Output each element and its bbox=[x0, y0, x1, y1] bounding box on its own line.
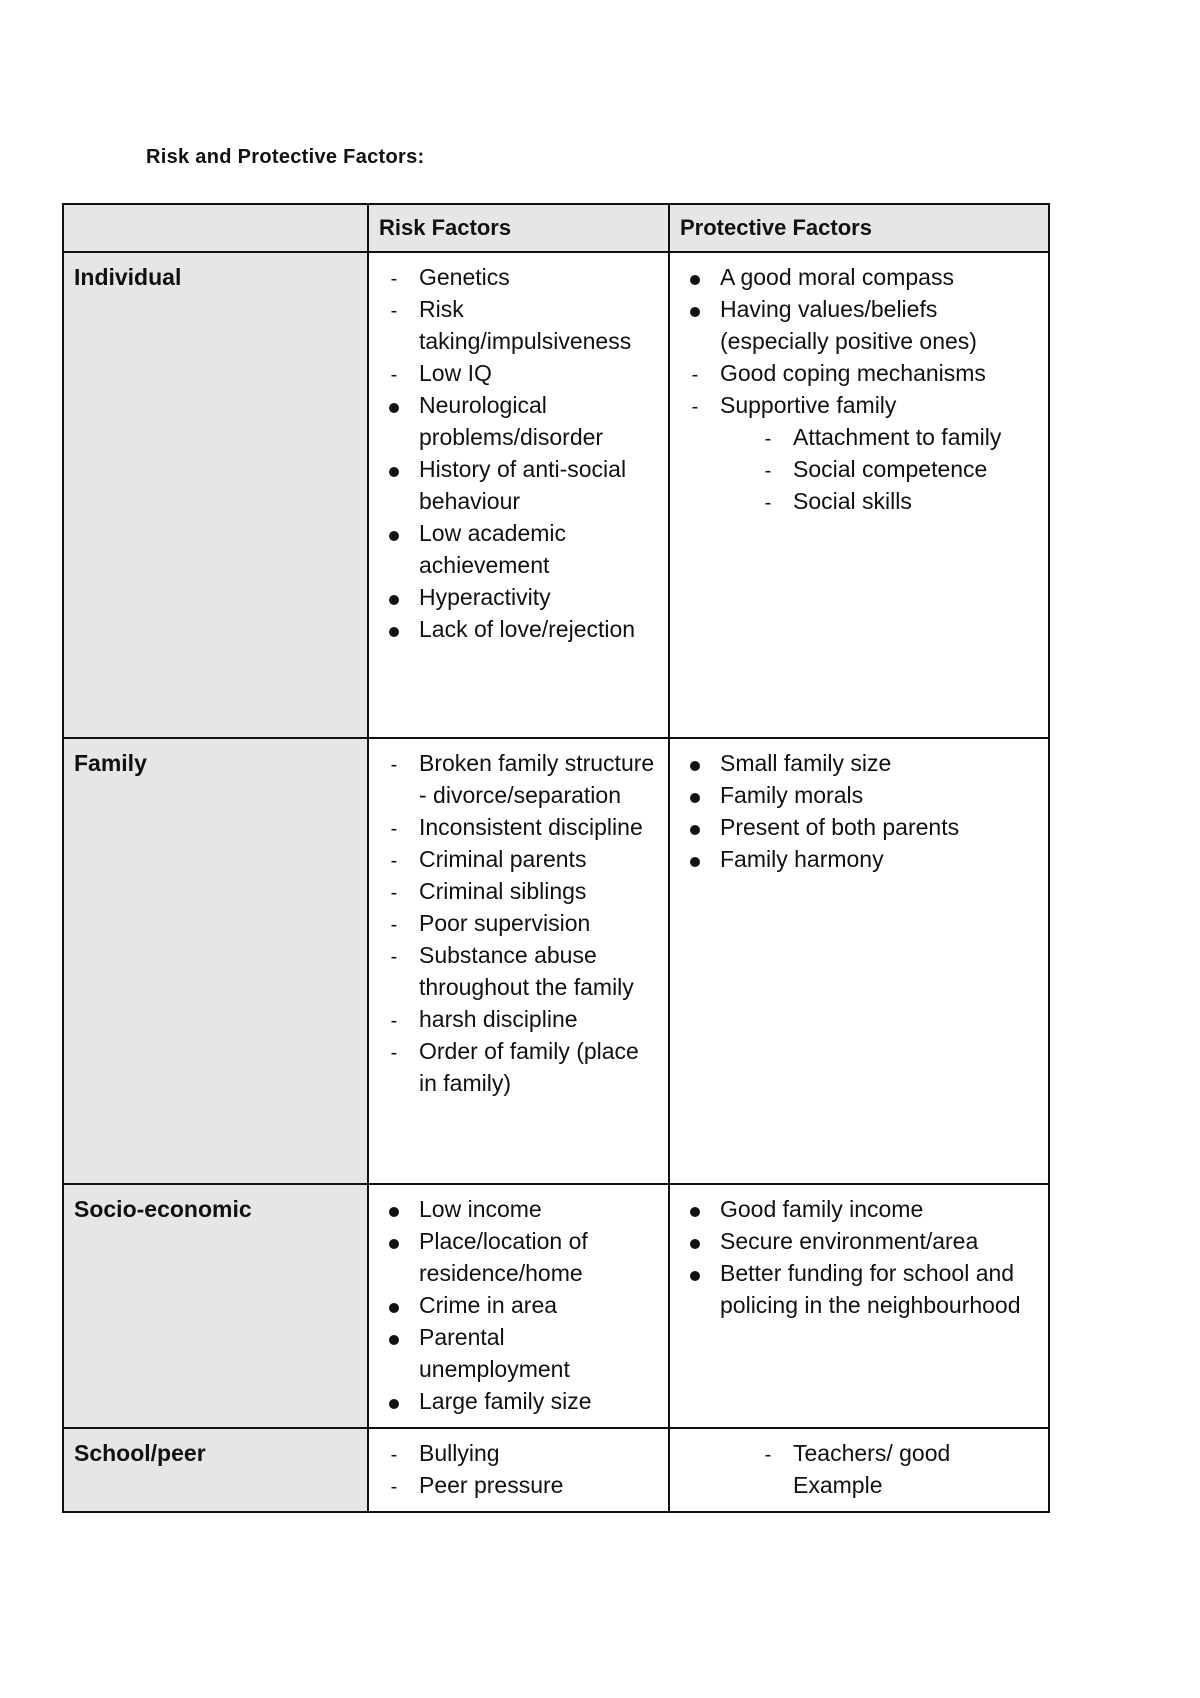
list-item bbox=[753, 485, 1038, 517]
list-item bbox=[680, 1225, 1038, 1257]
bullet-dash-icon bbox=[379, 907, 409, 941]
bullet-dash-icon bbox=[379, 1003, 409, 1037]
bullet-dash-icon bbox=[379, 747, 409, 781]
list-item-text: Genetics bbox=[419, 264, 510, 290]
row-label-socio-economic: Socio-economic bbox=[63, 1184, 368, 1428]
list-item bbox=[379, 1193, 658, 1225]
risk-protective-factors-table bbox=[62, 203, 1050, 1513]
list-item-text: Poor supervision bbox=[419, 910, 591, 936]
list-item-text: Social competence bbox=[793, 456, 988, 482]
list-item-text: Inconsistent discipline bbox=[419, 814, 643, 840]
list-item bbox=[680, 1193, 1038, 1225]
list-item bbox=[379, 1385, 658, 1417]
list-item bbox=[680, 779, 1038, 811]
header-protective-factors: Protective Factors bbox=[669, 204, 1049, 252]
bullet-dash-icon bbox=[753, 453, 783, 487]
list-item bbox=[379, 453, 658, 517]
bullet-dash-icon bbox=[753, 485, 783, 519]
list-item bbox=[379, 747, 658, 811]
bullet-dot-icon bbox=[680, 261, 710, 293]
list-item-text: Neurological problems/disorder bbox=[419, 392, 604, 450]
list-item-text: Order of family (place in family) bbox=[419, 1038, 639, 1096]
list-item-text: History of anti-social behaviour bbox=[419, 456, 627, 514]
row-label-family: Family bbox=[63, 738, 368, 1184]
list-item-text: Supportive family bbox=[720, 392, 897, 418]
bullet-dot-icon bbox=[379, 453, 409, 485]
bullet-dash-icon bbox=[379, 811, 409, 845]
protective-cell-individual bbox=[669, 252, 1049, 738]
list-item-text: Good family income bbox=[720, 1196, 924, 1222]
bullet-dot-icon bbox=[680, 843, 710, 875]
bullet-dot-icon bbox=[379, 613, 409, 645]
list-item bbox=[379, 1225, 658, 1289]
list-item-text: Crime in area bbox=[419, 1292, 558, 1318]
protective-list bbox=[680, 1437, 1038, 1501]
list-item bbox=[753, 421, 1038, 453]
bullet-dot-icon bbox=[379, 1193, 409, 1225]
table-header bbox=[63, 204, 1049, 252]
bullet-dot-icon bbox=[680, 1193, 710, 1225]
list-item bbox=[680, 811, 1038, 843]
bullet-dash-icon bbox=[680, 357, 710, 391]
list-item-text: Peer pressure bbox=[419, 1472, 564, 1498]
protective-list bbox=[680, 261, 1038, 517]
bullet-dash-icon bbox=[379, 261, 409, 295]
bullet-dot-icon bbox=[379, 1289, 409, 1321]
protective-cell-school-peer bbox=[669, 1428, 1049, 1512]
bullet-dot-icon bbox=[379, 517, 409, 549]
bullet-dot-icon bbox=[680, 747, 710, 779]
list-item bbox=[379, 517, 658, 581]
list-item bbox=[379, 811, 658, 843]
list-item bbox=[379, 1437, 658, 1469]
list-item bbox=[680, 261, 1038, 293]
list-item-text: Large family size bbox=[419, 1388, 592, 1414]
bullet-dot-icon bbox=[379, 581, 409, 613]
list-item-text: Attachment to family bbox=[793, 424, 1002, 450]
bullet-dash-icon bbox=[379, 293, 409, 327]
bullet-dot-icon bbox=[680, 779, 710, 811]
list-item bbox=[379, 1321, 658, 1385]
list-item-text: Criminal siblings bbox=[419, 878, 587, 904]
risk-cell-school-peer bbox=[368, 1428, 669, 1512]
list-item-text: Place/location of residence/home bbox=[419, 1228, 588, 1286]
list-item bbox=[680, 1257, 1038, 1321]
list-item-text: Family morals bbox=[720, 782, 864, 808]
list-item bbox=[379, 875, 658, 907]
list-item-text: Having values/beliefs (especially positive ones) bbox=[720, 296, 977, 354]
risk-cell-individual bbox=[368, 252, 669, 738]
protective-cell-family bbox=[669, 738, 1049, 1184]
risk-list bbox=[379, 1437, 658, 1501]
risk-cell-socio-economic bbox=[368, 1184, 669, 1428]
bullet-dot-icon bbox=[680, 811, 710, 843]
list-item bbox=[379, 389, 658, 453]
row-label-school-peer: School/peer bbox=[63, 1428, 368, 1512]
bullet-dash-icon bbox=[379, 357, 409, 391]
list-item bbox=[753, 1437, 1038, 1501]
header-category bbox=[63, 204, 368, 252]
risk-cell-family bbox=[368, 738, 669, 1184]
list-item bbox=[379, 1035, 658, 1099]
risk-list bbox=[379, 1193, 658, 1417]
list-item-text: Small family size bbox=[720, 750, 892, 776]
list-item-text: Present of both parents bbox=[720, 814, 960, 840]
list-item-text: Bullying bbox=[419, 1440, 500, 1466]
list-item-text: Criminal parents bbox=[419, 846, 587, 872]
bullet-dot-icon bbox=[379, 389, 409, 421]
bullet-dot-icon bbox=[680, 1257, 710, 1289]
list-item bbox=[379, 261, 658, 293]
list-item-text: Better funding for school and policing in the neighbourhood bbox=[720, 1260, 1021, 1318]
list-item-text: Low income bbox=[419, 1196, 542, 1222]
bullet-dot-icon bbox=[379, 1321, 409, 1353]
list-item bbox=[379, 1469, 658, 1501]
list-item bbox=[753, 453, 1038, 485]
bullet-dot-icon bbox=[680, 293, 710, 325]
protective-cell-socio-economic bbox=[669, 1184, 1049, 1428]
list-item bbox=[379, 1003, 658, 1035]
list-item bbox=[680, 293, 1038, 357]
table-row bbox=[63, 252, 1049, 738]
list-item-text: Secure environment/area bbox=[720, 1228, 979, 1254]
bullet-dash-icon bbox=[379, 1469, 409, 1503]
bullet-dash-icon bbox=[379, 843, 409, 877]
list-item-text: Parental unemployment bbox=[419, 1324, 570, 1382]
list-item-text: harsh discipline bbox=[419, 1006, 578, 1032]
list-item-text: Low IQ bbox=[419, 360, 492, 386]
list-item bbox=[379, 357, 658, 389]
table-row bbox=[63, 1428, 1049, 1512]
bullet-dash-icon bbox=[379, 875, 409, 909]
protective-list bbox=[680, 1193, 1038, 1321]
risk-list bbox=[379, 261, 658, 645]
header-risk-factors: Risk Factors bbox=[368, 204, 669, 252]
bullet-dot-icon bbox=[680, 1225, 710, 1257]
document-title: Risk and Protective Factors: bbox=[146, 146, 425, 168]
list-item bbox=[379, 613, 658, 645]
list-item bbox=[379, 939, 658, 1003]
protective-list bbox=[680, 747, 1038, 875]
bullet-dot-icon bbox=[379, 1225, 409, 1257]
list-item bbox=[680, 389, 1038, 421]
table-body bbox=[63, 252, 1049, 1512]
list-item-text: Lack of love/rejection bbox=[419, 616, 636, 642]
list-item bbox=[379, 907, 658, 939]
table-row bbox=[63, 1184, 1049, 1428]
risk-list bbox=[379, 747, 658, 1099]
row-label-individual: Individual bbox=[63, 252, 368, 738]
list-item-text: Broken family structure - divorce/separation bbox=[419, 750, 655, 808]
list-item-text: Hyperactivity bbox=[419, 584, 551, 610]
list-item bbox=[680, 747, 1038, 779]
list-item bbox=[680, 357, 1038, 389]
bullet-dash-icon bbox=[680, 389, 710, 423]
list-item bbox=[379, 293, 658, 357]
list-item-text: Low academic achievement bbox=[419, 520, 567, 578]
header-row bbox=[63, 204, 1049, 252]
list-item-text: Teachers/ good Example bbox=[793, 1440, 951, 1498]
bullet-dash-icon bbox=[379, 1437, 409, 1471]
bullet-dash-icon bbox=[753, 421, 783, 455]
bullet-dash-icon bbox=[379, 1035, 409, 1069]
list-item bbox=[379, 843, 658, 875]
table-row bbox=[63, 738, 1049, 1184]
list-item bbox=[680, 843, 1038, 875]
bullet-dot-icon bbox=[379, 1385, 409, 1417]
list-item-text: Social skills bbox=[793, 488, 912, 514]
bullet-dash-icon bbox=[379, 939, 409, 973]
bullet-dash-icon bbox=[753, 1437, 783, 1471]
list-item bbox=[379, 581, 658, 613]
list-item bbox=[379, 1289, 658, 1321]
list-item-text: Substance abuse throughout the family bbox=[419, 942, 634, 1000]
list-item-text: Family harmony bbox=[720, 846, 884, 872]
list-item-text: Good coping mechanisms bbox=[720, 360, 986, 386]
list-item-text: Risk taking/impulsiveness bbox=[419, 296, 632, 354]
list-item-text: A good moral compass bbox=[720, 264, 954, 290]
